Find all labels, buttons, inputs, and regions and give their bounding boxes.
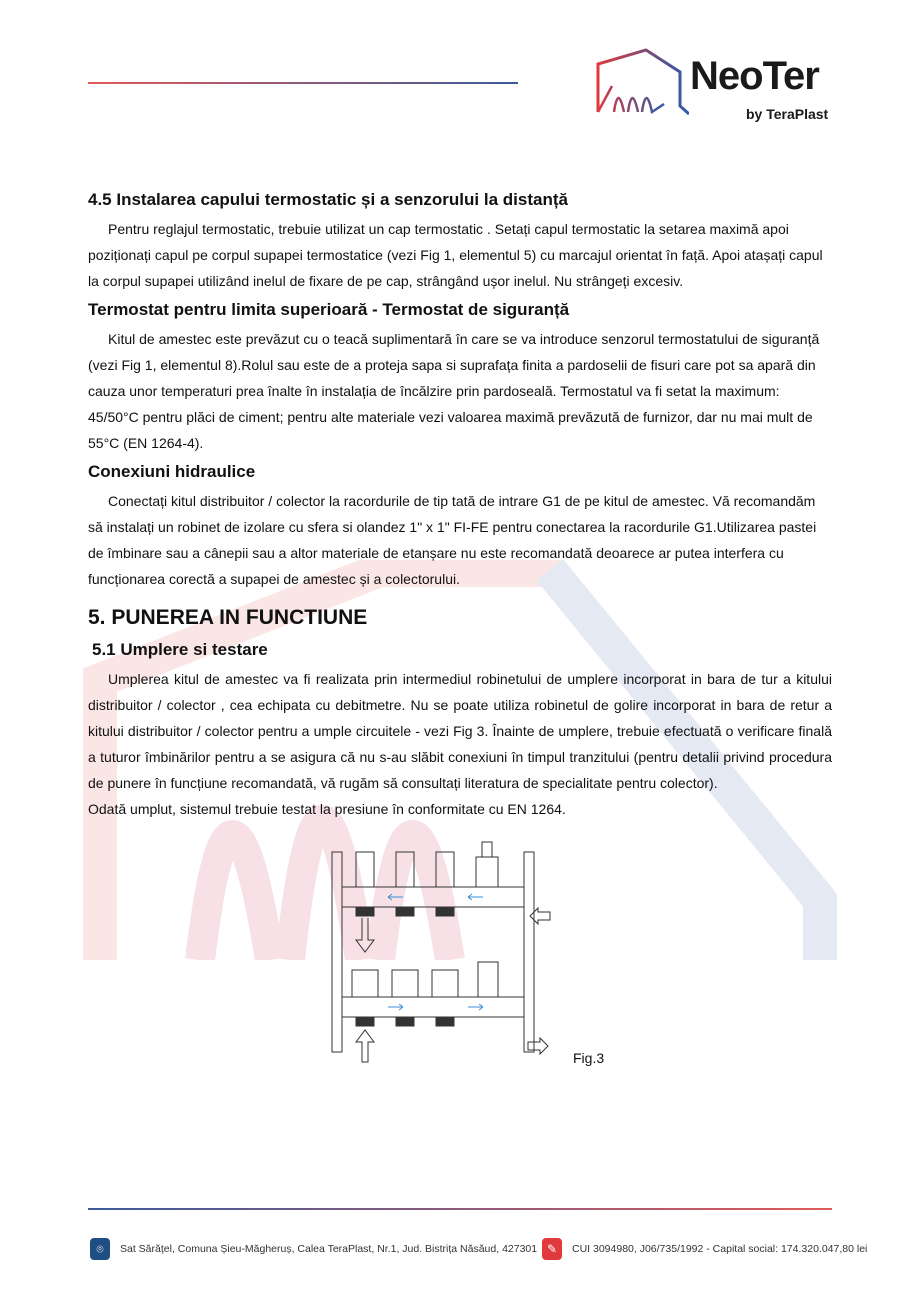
paragraph: Kitul de amestec este prevăzut cu o teacă suplimentară în care se va introduce senzorul termostatului de siguranță (vezi Fig 1, elementul 8).Rolul sau este de a proteja sapa si suprafața finita a pardoselii de fisuri care pot sa apară din cauza unor temperaturi prea înalte în instalația de încălzire prin pardoseală. Termostatul va fi setat la maximum: 45/50°C pentru plăci de ciment; pentru alte materiale vezi valoarea maximă prevăzută de furnizor, dar nu mai mult de 55°C (EN 1264-4).	[88, 331, 820, 451]
paragraph: Conectați kitul distribuitor / colector la racordurile de tip tată de intrare G1 de pe kitul de amestec. Vă recomandăm să instalați un robinet de izolare cu sfera si olandez 1" x 1" FI-FE pentru conectarea la racordurile G1.Utilizarea pastei de îmbinare sau a cânepii sau a altor materiale de etanșare nu este recomandată deoarece ar putea interfera cu funcționarea corectă a supapei de amestec și a colectorului.	[88, 493, 817, 587]
document-body	[88, 190, 832, 1077]
paragraph: Pentru reglajul termostatic, trebuie utilizat un cap termostatic . Setați capul termostatic la setarea maximă apoi poziționați capul pe corpul supapei termostatice (vezi Fig 1, elementul 5) cu marcajul orientat în față. Apoi atașați capul la corpul supapei utilizând inelul de fixare de pe cap, strângând ușor inelul. Nu strângeți excesiv.	[88, 221, 823, 289]
footer-address	[90, 1238, 537, 1260]
figure-caption: Fig.3	[573, 1050, 605, 1066]
address-text: Sat Sărățel, Comuna Șieu-Măgheruș, Calea TeraPlast, Nr.1, Jud. Bistrița Năsăud, 427301	[120, 1243, 538, 1255]
neoter-logo	[594, 46, 839, 126]
logo-subtext: by TeraPlast	[746, 106, 829, 122]
paragraph-note: Odată umplut, sistemul trebuie testat la presiune în conformitate cu EN 1264.	[88, 801, 566, 817]
document-icon: ✎	[542, 1238, 562, 1260]
header-divider	[88, 82, 518, 84]
section-heading: 4.5 Instalarea capului termostatic și a senzorului la distanță	[88, 190, 568, 209]
chapter-heading: 5. PUNEREA IN FUNCTIUNE	[88, 606, 368, 629]
logo-text: NeoTer	[690, 54, 819, 98]
house-icon	[594, 46, 689, 124]
section-heading: Conexiuni hidraulice	[88, 462, 256, 481]
company-text: CUI 3094980, J06/735/1992 - Capital social: 174.320.047,80 lei	[572, 1243, 868, 1255]
manifold-diagram	[328, 832, 568, 1077]
location-pin-icon: ⌾	[90, 1238, 110, 1260]
section-heading: Termostat pentru limita superioară - Termostat de siguranță	[88, 300, 570, 319]
paragraph: Umplerea kitul de amestec va fi realizata prin intermediul robinetului de umplere incorporat in bara de tur a kitului distribuitor / colector , cea echipata cu debitmetre. Nu se poate utiliza robinetul de golire incorporat in bara de retur a kitului distribuitor / colector pentru a umple circuitele - vezi Fig 3. Înainte de umplere, trebuie efectuată o verificare finală a tuturor îmbinărilor pentru a se asigura că nu s-au slăbit conexiuni în timpul tranzitului (pentru detalii privind procedura de punere în funcțiune recomandată, vă rugăm să consultați literatura de specialitate pentru colector).	[88, 671, 832, 791]
subsection-heading: 5.1 Umplere si testare	[92, 640, 268, 659]
footer-divider	[88, 1208, 832, 1210]
footer-company	[542, 1238, 867, 1260]
figure-3	[88, 832, 832, 1077]
